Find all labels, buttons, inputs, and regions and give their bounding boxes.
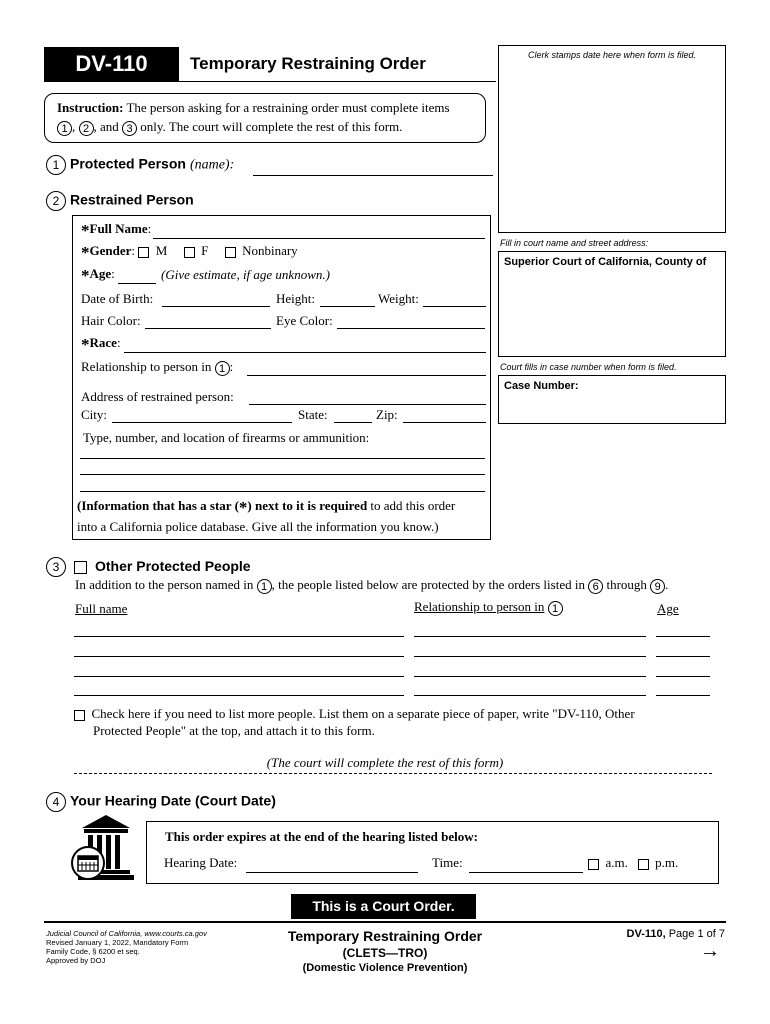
protected-person-name-field[interactable] xyxy=(253,175,493,176)
gender-m-label: M xyxy=(155,243,168,258)
instruction-sep2: , and xyxy=(93,119,119,134)
section3-number: 3 xyxy=(46,557,66,577)
court-name-label: Superior Court of California, County of xyxy=(504,256,707,268)
section1-header xyxy=(46,155,234,175)
other-rel-1[interactable] xyxy=(414,636,646,637)
more-people-row xyxy=(74,705,714,739)
age-label: *Age: xyxy=(81,266,115,285)
full-name-field[interactable] xyxy=(153,238,485,239)
eye-color-field[interactable] xyxy=(337,328,485,329)
item-ref-2: 2 xyxy=(79,121,94,136)
section4-header xyxy=(46,792,276,812)
age-field[interactable] xyxy=(118,283,156,284)
am-pm-row xyxy=(588,855,678,871)
footer-form-code: DV-110, xyxy=(626,928,666,940)
case-number-label: Case Number: xyxy=(504,380,579,392)
instruction-sep1: , xyxy=(72,119,76,134)
gender-row: *Gender: M F Nonbinary xyxy=(81,243,298,262)
section1-number: 1 xyxy=(46,155,66,175)
hair-color-field[interactable] xyxy=(145,328,271,329)
item-ref-1: 1 xyxy=(57,121,72,136)
race-label: *Race: xyxy=(81,335,121,354)
other-rel-4[interactable] xyxy=(414,695,646,696)
hair-color-label: Hair Color: xyxy=(81,313,141,328)
footer-left-1: Judicial Council of California, www.courts.ca.gov xyxy=(46,929,207,938)
zip-field[interactable] xyxy=(403,422,486,423)
dob-label: Date of Birth: xyxy=(81,291,154,306)
section2-header xyxy=(46,191,194,211)
section1-title: Protected Person xyxy=(70,155,186,172)
firearms-line-2[interactable] xyxy=(80,474,485,475)
full-name-text: Full Name xyxy=(89,221,148,236)
col-full-name: Full name xyxy=(75,601,128,616)
footer-right xyxy=(627,928,725,940)
more-people-text-a: Check here if you need to list more people. List them on a separate piece of paper, write "DV-110, Other xyxy=(91,706,635,721)
time-label: Time: xyxy=(432,855,463,870)
hearing-date-label: Hearing Date: xyxy=(164,855,238,870)
other-protected-checkbox[interactable] xyxy=(74,561,87,574)
instruction-text-b: only. The court will complete the rest of this form. xyxy=(140,119,403,134)
footer-rule xyxy=(44,921,726,923)
court-fill-note: Fill in court name and street address: xyxy=(500,238,649,248)
relationship-label xyxy=(81,359,233,376)
item-ref-1: 1 xyxy=(548,601,563,616)
required-note-a: to add this order xyxy=(367,498,456,513)
weight-field[interactable] xyxy=(423,306,486,307)
relationship-text: Relationship to person in xyxy=(81,359,212,374)
firearms-line-1[interactable] xyxy=(80,458,485,459)
am-checkbox[interactable] xyxy=(588,859,599,870)
section4-title: Your Hearing Date (Court Date) xyxy=(70,792,276,809)
required-star: * xyxy=(81,243,90,262)
city-field[interactable] xyxy=(112,422,292,423)
other-age-3[interactable] xyxy=(656,676,710,677)
am-label: a.m. xyxy=(605,855,628,870)
courthouse-calendar-icon xyxy=(70,812,140,886)
age-text: Age xyxy=(89,266,112,281)
section1-name-hint: (name): xyxy=(189,157,235,173)
gender-nonbinary-label: Nonbinary xyxy=(242,243,298,258)
gender-f-checkbox[interactable] xyxy=(184,247,195,258)
footer-center xyxy=(250,928,520,974)
item-ref-9: 9 xyxy=(650,579,665,594)
required-star: * xyxy=(238,498,248,517)
court-name-box[interactable] xyxy=(498,251,726,357)
more-people-text-b: Protected People" at the top, and attach it to this form. xyxy=(93,723,375,738)
weight-label: Weight: xyxy=(378,291,419,306)
expires-text: This order expires at the end of the hearing listed below: xyxy=(165,829,478,844)
required-note-bold: (Information that has a star ( xyxy=(77,498,239,513)
required-note xyxy=(77,496,487,536)
item-ref-1: 1 xyxy=(257,579,272,594)
footer-left-3: Family Code, § 6200 et seq. xyxy=(46,947,140,956)
section3-title: Other Protected People xyxy=(95,557,251,574)
other-age-2[interactable] xyxy=(656,656,710,657)
height-field[interactable] xyxy=(320,306,375,307)
pm-label: p.m. xyxy=(655,855,679,870)
section4-number: 4 xyxy=(46,792,66,812)
form-title xyxy=(44,81,496,82)
relationship-field[interactable] xyxy=(247,375,486,376)
more-people-checkbox[interactable] xyxy=(74,710,85,721)
footer-title: Temporary Restraining Order xyxy=(287,928,483,944)
dashed-divider xyxy=(74,773,712,774)
other-name-1[interactable] xyxy=(74,636,404,637)
footer-dvp: (Domestic Violence Prevention) xyxy=(302,962,468,974)
pm-checkbox[interactable] xyxy=(638,859,649,870)
city-label: City: xyxy=(81,407,108,422)
gender-m-checkbox[interactable] xyxy=(138,247,149,258)
state-field[interactable] xyxy=(334,422,372,423)
gender-label: Gender xyxy=(89,243,132,258)
required-star: * xyxy=(81,266,90,285)
address-field[interactable] xyxy=(249,404,486,405)
page-title: Temporary Restraining Order xyxy=(190,54,426,73)
intro-b: , the people listed below are protected by the orders listed in xyxy=(271,577,585,592)
footer-page-number: Page 1 of 7 xyxy=(668,928,725,940)
other-name-2[interactable] xyxy=(74,656,404,657)
col-age: Age xyxy=(657,601,679,616)
age-hint: (Give estimate, if age unknown.) xyxy=(161,267,330,282)
col-relationship-text: Relationship to person in xyxy=(414,599,545,614)
firearms-label: Type, number, and location of firearms or ammunition: xyxy=(83,430,370,445)
clerk-stamp-note: Clerk stamps date here when form is filed. xyxy=(527,50,697,60)
intro-d: . xyxy=(665,577,669,592)
clerk-stamp-box xyxy=(498,45,726,233)
other-rel-3[interactable] xyxy=(414,676,646,677)
intro-a: In addition to the person named in xyxy=(75,577,254,592)
footer-left-2: Revised January 1, 2022, Mandatory Form xyxy=(46,938,189,947)
required-note-bold2: ) next to it is required xyxy=(247,498,368,513)
item-ref-6: 6 xyxy=(588,579,603,594)
state-label: State: xyxy=(298,407,328,422)
address-label: Address of restrained person: xyxy=(81,389,234,404)
race-field[interactable] xyxy=(124,352,486,353)
section3-header xyxy=(46,557,251,577)
zip-label: Zip: xyxy=(376,407,398,422)
case-number-box[interactable] xyxy=(498,375,726,424)
race-text: Race xyxy=(89,335,117,350)
court-completes-note: (The court will complete the rest of this form) xyxy=(266,755,504,770)
other-name-4[interactable] xyxy=(74,695,404,696)
time-field[interactable] xyxy=(469,872,583,873)
relationship-colon: : xyxy=(229,359,234,374)
item-ref-1: 1 xyxy=(215,361,230,376)
case-number-note: Court fills in case number when form is filed. xyxy=(500,362,677,372)
footer-left-4: Approved by DOJ xyxy=(46,956,106,965)
section3-intro xyxy=(75,577,668,594)
height-label: Height: xyxy=(276,291,315,306)
footer-clets: (CLETS—TRO) xyxy=(342,946,428,960)
form-code-badge: DV-110 xyxy=(44,47,179,81)
other-rel-2[interactable] xyxy=(414,656,646,657)
gender-f-label: F xyxy=(201,243,209,258)
instruction-text-a: The person asking for a restraining order must complete items xyxy=(126,100,450,115)
dob-field[interactable] xyxy=(162,306,270,307)
footer-left xyxy=(46,929,207,965)
eye-color-label: Eye Color: xyxy=(276,313,333,328)
other-age-4[interactable] xyxy=(656,695,710,696)
court-order-banner: This is a Court Order. xyxy=(291,894,476,919)
required-note-b: into a California police database. Give all the information you know.) xyxy=(77,519,439,534)
other-age-1[interactable] xyxy=(656,636,710,637)
required-star: * xyxy=(81,335,90,354)
other-name-3[interactable] xyxy=(74,676,404,677)
gender-nonbinary-checkbox[interactable] xyxy=(225,247,236,258)
item-ref-3: 3 xyxy=(122,121,137,136)
instruction-box xyxy=(44,93,486,143)
hearing-date-field[interactable] xyxy=(246,872,418,873)
required-star: * xyxy=(81,221,90,240)
section2-number: 2 xyxy=(46,191,66,211)
full-name-label: *Full Name: xyxy=(81,221,152,240)
firearms-line-3[interactable] xyxy=(80,491,485,492)
instruction-label: Instruction: xyxy=(57,100,124,115)
hearing-box xyxy=(146,821,719,884)
col-relationship xyxy=(414,599,563,616)
next-page-arrow-icon[interactable]: → xyxy=(700,940,720,962)
intro-c: through xyxy=(606,577,647,592)
section2-title: Restrained Person xyxy=(70,191,194,208)
